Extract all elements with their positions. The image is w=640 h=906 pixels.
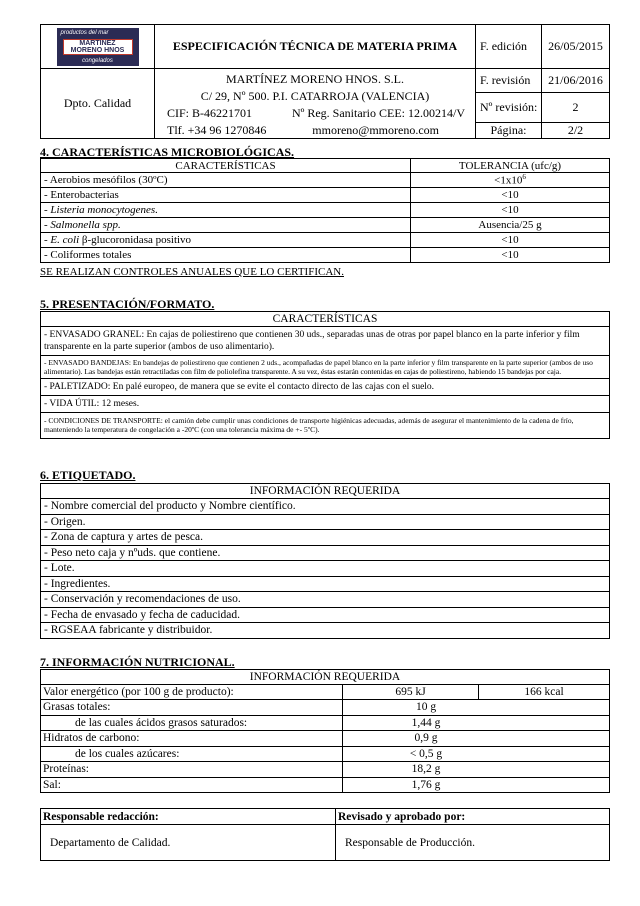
section-7-title: 7. INFORMACIÓN NUTRICIONAL.	[40, 655, 235, 669]
page-number: 2/2	[542, 123, 610, 139]
micro-row-name: - Coliformes totales	[41, 248, 411, 263]
approved-by-value: Responsable de Producción.	[336, 825, 610, 861]
nutrient-label: Grasas totales:	[41, 700, 343, 716]
logo-cell	[41, 25, 155, 69]
micro-row-tolerance: <10	[411, 203, 610, 218]
company-logo: productos del mar MARTINEZ MORENO HNOS congelados	[57, 28, 139, 66]
revision-number: 2	[542, 93, 610, 123]
micro-col-tolerance: TOLERANCIA (ufc/g)	[411, 159, 610, 173]
company-name: MARTÍNEZ MORENO HNOS. S.L.	[226, 72, 404, 86]
labeling-item: - Lote.	[41, 561, 610, 577]
nutrient-value: 1,76 g	[343, 777, 610, 793]
nutrient-label: Proteínas:	[41, 762, 343, 778]
labeling-item: - Ingredientes.	[41, 576, 610, 592]
labeling-item: - Peso neto caja y nºuds. que contiene.	[41, 545, 610, 561]
drafted-by-value: Departamento de Calidad.	[41, 825, 336, 861]
nutrition-table	[40, 669, 610, 793]
labeling-item: - Origen.	[41, 514, 610, 530]
micro-row-tolerance: <10	[411, 233, 610, 248]
company-cif: CIF: B-46221701	[167, 106, 253, 120]
micro-row-tolerance: <10	[411, 188, 610, 203]
header-table	[40, 24, 610, 139]
section-5-title: 5. PRESENTACIÓN/FORMATO.	[40, 297, 215, 311]
energy-kj: 695 kJ	[343, 685, 479, 700]
nutrient-value: < 0,5 g	[343, 746, 610, 762]
nutrient-label: Sal:	[41, 777, 343, 793]
page-label: Página:	[476, 123, 542, 139]
document-title: ESPECIFICACIÓN TÉCNICA DE MATERIA PRIMA	[155, 25, 476, 69]
presentation-head: CARACTERÍSTICAS	[41, 312, 610, 327]
bulk-packaging: - ENVASADO GRANEL: En cajas de poliestireno que contienen 30 uds., separadas unas de otras por papel blanco en la parte inferior y film transparente en la parte superior (ambos de uso alimentario).	[41, 327, 610, 356]
company-address: C/ 29, Nº 500. P.I. CATARROJA (VALENCIA)	[200, 89, 430, 103]
annual-controls-note: SE REALIZAN CONTROLES ANUALES QUE LO CERTIFICAN.	[40, 266, 344, 278]
company-registry: Nº Reg. Sanitario CEE: 12.00214/V	[291, 106, 465, 120]
labeling-item: - Nombre comercial del producto y Nombre científico.	[41, 499, 610, 515]
micro-row-name: - E. coli β-glucoronidasa positivo	[41, 233, 411, 248]
micro-row-tolerance: Ausencia/25 g	[411, 218, 610, 233]
micro-col-characteristics: CARACTERÍSTICAS	[41, 159, 411, 173]
tray-packaging: - ENVASADO BANDEJAS: En bandejas de poliestireno que contienen 2 uds., acompañadas de papel blanco en la parte inferior y film transparente en la parte superior (ambos de uso alimentario). Las bandejas están retractiladas con film de poliolefina transparente. A su vez, éstas estarán contenidas en cajas de poliestireno, habiendo 15 bandejas por caja.	[41, 356, 610, 379]
revision-number-label: Nº revisión:	[476, 93, 542, 123]
transport-conditions: - CONDICIONES DE TRANSPORTE: el camión debe cumplir unas condiciones de transporte higiénicas adecuadas, además de asegurar el mantenimiento de la cadena de frío, manteniendo la temperatura de congelación a -20ºC (con una tolerancia máxima de +- 5ºC).	[41, 413, 610, 439]
company-info	[155, 69, 476, 139]
edition-date: 26/05/2015	[542, 25, 610, 69]
nutrient-value: 18,2 g	[343, 762, 610, 778]
micro-row-name: - Enterobacterias	[41, 188, 411, 203]
labeling-item: - RGSEAA fabricante y distribuidor.	[41, 623, 610, 639]
department: Dpto. Calidad	[41, 69, 155, 139]
signatures-table	[40, 808, 610, 861]
nutrient-label: de los cuales azúcares:	[41, 746, 343, 762]
company-email: mmoreno@mmoreno.com	[312, 123, 439, 137]
company-phone: Tlf. +34 96 1270846	[167, 123, 267, 137]
edition-label: F. edición	[476, 25, 542, 69]
palletizing: - PALETIZADO: En palé europeo, de manera que se evite el contacto directo de las cajas con el suelo.	[41, 379, 610, 396]
labeling-item: - Zona de captura y artes de pesca.	[41, 530, 610, 546]
presentation-table	[40, 311, 610, 439]
energy-label: Valor energético (por 100 g de producto):	[41, 685, 343, 700]
labeling-head: INFORMACIÓN REQUERIDA	[41, 484, 610, 499]
labeling-item: - Fecha de envasado y fecha de caducidad.	[41, 607, 610, 623]
nutrient-value: 10 g	[343, 700, 610, 716]
micro-row-name: - Salmonella spp.	[41, 218, 411, 233]
nutrient-value: 1,44 g	[343, 715, 610, 731]
drafted-by-label: Responsable redacción:	[41, 809, 336, 825]
revision-date-label: F. revisión	[476, 69, 542, 93]
labeling-table	[40, 483, 610, 639]
section-4-title: 4. CARACTERÍSTICAS MICROBIOLÓGICAS.	[40, 145, 295, 159]
shelf-life: - VIDA ÚTIL: 12 meses.	[41, 396, 610, 413]
nutrient-label: Hidratos de carbono:	[41, 731, 343, 747]
microbiology-table	[40, 158, 610, 263]
nutrition-head: INFORMACIÓN REQUERIDA	[41, 670, 610, 685]
micro-row-tolerance: $<1x10^6$	[411, 173, 610, 188]
section-6-title: 6. ETIQUETADO.	[40, 468, 136, 482]
nutrient-value: 0,9 g	[343, 731, 610, 747]
approved-by-label: Revisado y aprobado por:	[336, 809, 610, 825]
micro-row-name: - Aerobios mesófilos (30ºC)	[41, 173, 411, 188]
micro-row-name: - Listeria monocytogenes.	[41, 203, 411, 218]
nutrient-label: de las cuales ácidos grasos saturados:	[41, 715, 343, 731]
labeling-item: - Conservación y recomendaciones de uso.	[41, 592, 610, 608]
revision-date: 21/06/2016	[542, 69, 610, 93]
micro-row-tolerance: <10	[411, 248, 610, 263]
energy-kcal: 166 kcal	[479, 685, 610, 700]
